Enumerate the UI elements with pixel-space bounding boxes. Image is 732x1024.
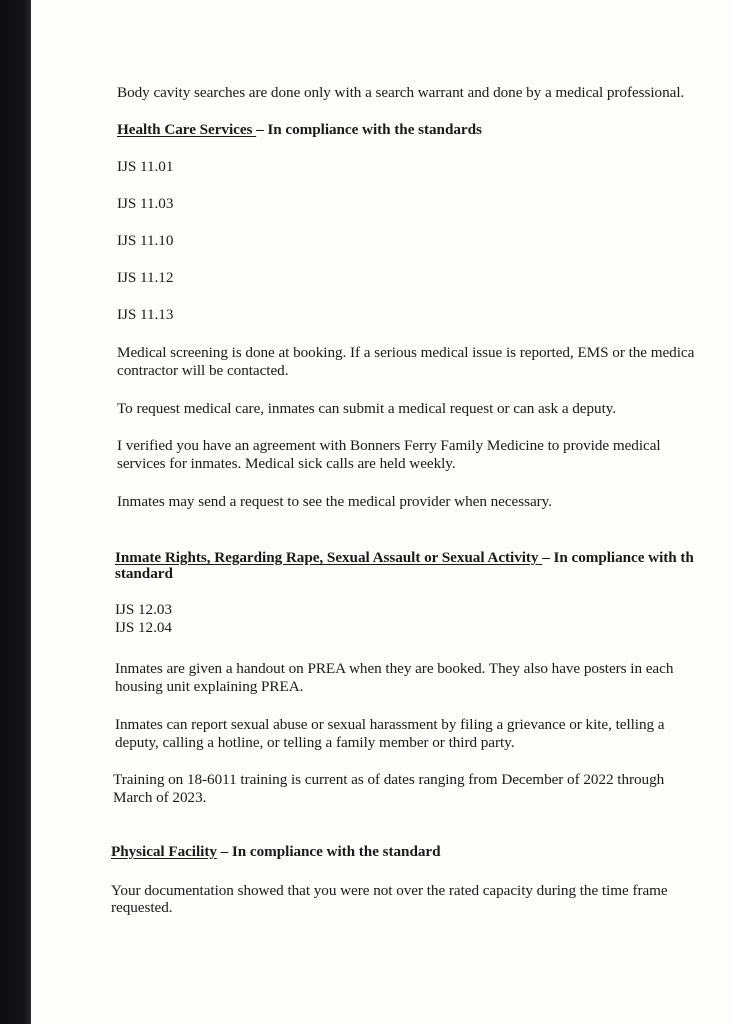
inmate-rights-heading-line — [115, 549, 694, 566]
standard-item: IJS 11.12 — [117, 269, 174, 286]
intro-paragraph: Body cavity searches are done only with a search warrant and done by a medical professional. — [117, 84, 685, 101]
standard-item: IJS 12.03 — [115, 601, 172, 618]
standard-item: IJS 11.03 — [117, 195, 174, 212]
scan-dark-edge — [0, 0, 31, 1024]
paragraph-line: Medical screening is done at booking. If a serious medical issue is reported, EMS or the medica — [117, 344, 695, 361]
paragraph-line: Training on 18-6011 training is current as of dates ranging from December of 2022 through — [113, 771, 665, 788]
standard-item: IJS 12.04 — [115, 619, 172, 636]
paragraph-line: Your documentation showed that you were not over the rated capacity during the time frame — [111, 882, 668, 899]
health-care-heading-line — [117, 121, 482, 138]
paragraph-line: deputy, calling a hotline, or telling a family member or third party. — [115, 734, 515, 751]
health-care-status: – In compliance with the standards — [256, 121, 482, 138]
physical-facility-heading-line — [111, 843, 440, 860]
standard-item: IJS 11.01 — [117, 158, 174, 175]
paragraph-line: I verified you have an agreement with Bonners Ferry Family Medicine to provide medical — [117, 437, 661, 454]
paragraph-line: requested. — [111, 899, 173, 916]
standard-item: IJS 11.10 — [117, 232, 174, 249]
paragraph-line: Inmates may send a request to see the medical provider when necessary. — [117, 493, 552, 510]
inmate-rights-status-continued: standard — [115, 565, 173, 582]
paragraph-line: services for inmates. Medical sick calls are held weekly. — [117, 455, 456, 472]
paragraph-line: Inmates can report sexual abuse or sexual harassment by filing a grievance or kite, telling a — [115, 716, 665, 733]
paragraph-line: contractor will be contacted. — [117, 362, 289, 379]
paragraph-line: housing unit explaining PREA. — [115, 678, 304, 695]
standard-item: IJS 11.13 — [117, 306, 174, 323]
paragraph-line: Inmates are given a handout on PREA when they are booked. They also have posters in each — [115, 660, 674, 677]
physical-facility-status: – In compliance with the standard — [216, 843, 441, 860]
paragraph-line: To request medical care, inmates can submit a medical request or can ask a deputy. — [117, 400, 617, 417]
inmate-rights-heading: Inmate Rights, Regarding Rape, Sexual Assault or Sexual Activity — [115, 549, 543, 566]
document-page — [31, 0, 732, 1024]
inmate-rights-status: – In compliance with th — [542, 549, 694, 566]
physical-facility-heading: Physical Facility — [111, 843, 217, 860]
health-care-heading: Health Care Services — [117, 121, 257, 138]
paragraph-line: March of 2023. — [113, 789, 207, 806]
